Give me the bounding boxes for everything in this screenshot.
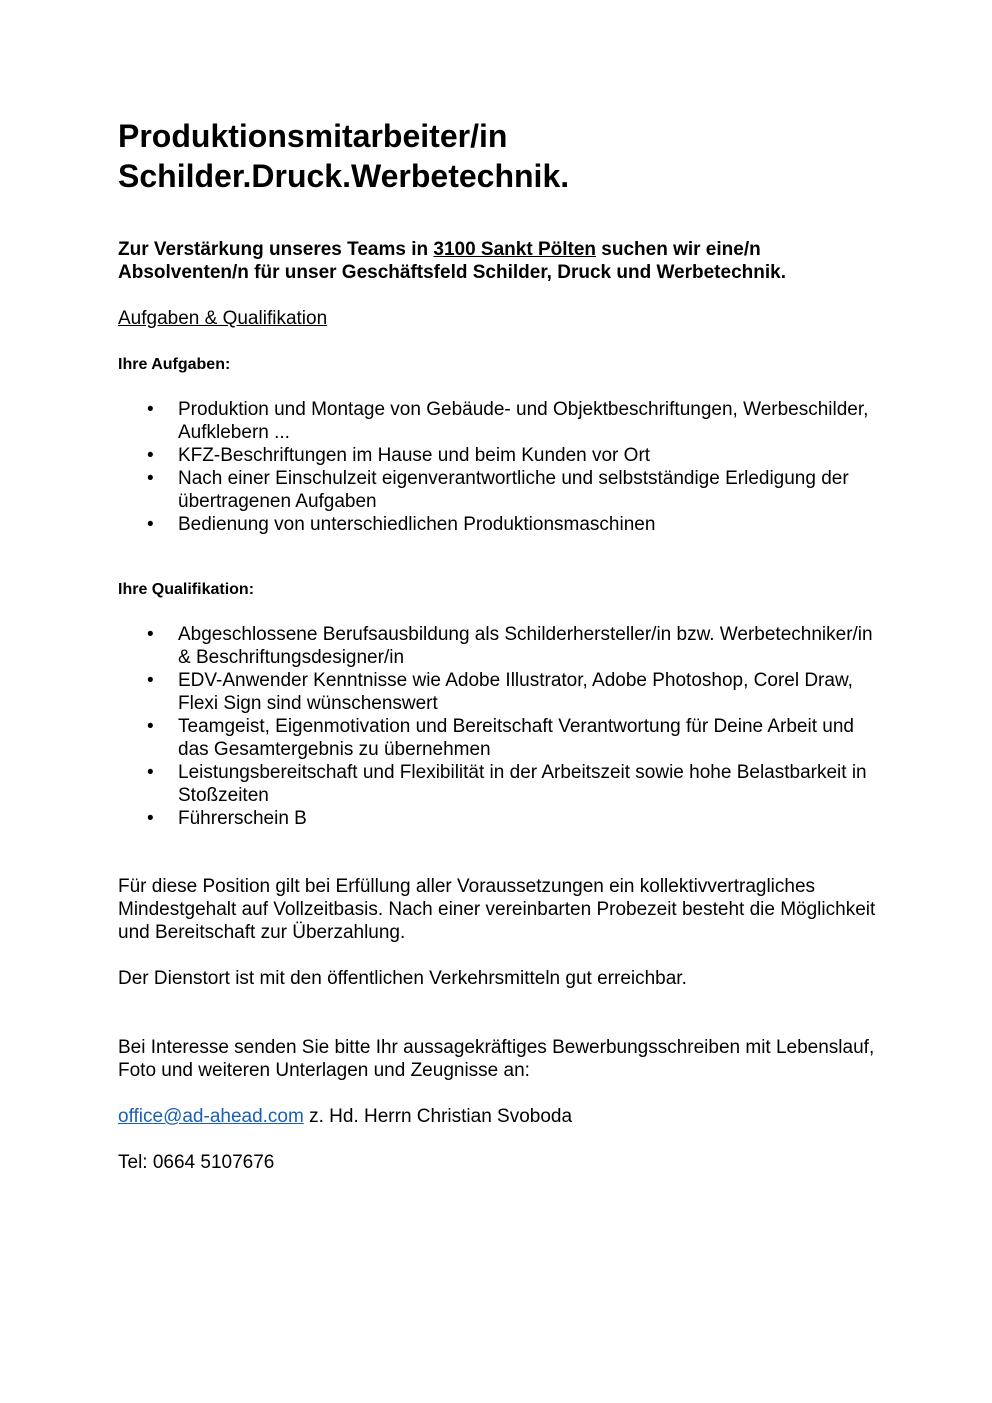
bullet-icon: • [147,399,154,420]
bullet-icon: • [147,514,154,535]
intro-text-after: suchen wir eine/n Absolventen/n für unser Geschäftsfeld Schilder, Druck und Werbetechnik. [118,239,786,283]
bullet-icon: • [147,670,154,691]
document-page [118,116,878,1174]
list-item [118,467,878,513]
section-title: Aufgaben & Qualifikation [118,308,328,329]
list-item [118,623,878,669]
bullet-icon: • [147,624,154,645]
list-item-text: Leistungsbereitschaft und Flexibilität in der Arbeitszeit sowie hohe Belastbarkeit in Stoßzeiten [178,762,867,806]
list-item-text: Teamgeist, Eigenmotivation und Bereitschaft Verantwortung für Deine Arbeit und das Gesamtergebnis zu übernehmen [178,716,854,760]
tasks-heading: Ihre Aufgaben: [118,356,231,373]
intro-paragraph [118,238,878,284]
bullet-icon: • [147,762,154,783]
location-paragraph: Der Dienstort ist mit den öffentlichen Verkehrsmitteln gut erreichbar. [118,968,687,989]
list-item-text: Bedienung von unterschiedlichen Produktionsmaschinen [178,514,656,535]
list-item-text: EDV-Anwender Kenntnisse wie Adobe Illustrator, Adobe Photoshop, Corel Draw, Flexi Sign sind wünschenswert [178,670,853,714]
list-item [118,444,878,467]
contact-line [118,1105,878,1128]
contact-attention: z. Hd. Herrn Christian Svoboda [303,1106,573,1127]
list-item [118,398,878,444]
bullet-icon: • [147,808,154,829]
title-line-2: Schilder.Druck.Werbetechnik. [118,158,570,194]
title-line-1: Produktionsmitarbeiter/in [118,118,508,154]
list-item [118,807,878,830]
qualification-heading: Ihre Qualifikation: [118,581,255,598]
list-item [118,669,878,715]
list-item-text: KFZ-Beschriftungen im Hause und beim Kunden vor Ort [178,445,651,466]
list-item-text: Abgeschlossene Berufsausbildung als Schilderhersteller/in bzw. Werbetechniker/in & Beschriftungsdesigner/in [178,624,873,668]
list-item [118,513,878,536]
email-link[interactable]: office@ad-ahead.com [118,1106,304,1127]
list-item [118,715,878,761]
bullet-icon: • [147,445,154,466]
salary-paragraph: Für diese Position gilt bei Erfüllung aller Voraussetzungen ein kollektivvertragliches Mindestgehalt auf Vollzeitbasis. Nach einer vereinbarten Probezeit besteht die Möglichkeit und Bereitschaft zur Überzahlung. [118,876,876,943]
bullet-icon: • [147,468,154,489]
list-item-text: Führerschein B [178,808,307,829]
intro-text-before: Zur Verstärkung unseres Teams in [118,239,434,260]
list-item [118,761,878,807]
intro-location: 3100 Sankt Pölten [433,239,596,260]
list-item-text: Produktion und Montage von Gebäude- und Objektbeschriftungen, Werbeschilder, Aufklebern ... [178,399,869,443]
list-item-text: Nach einer Einschulzeit eigenverantwortliche und selbstständige Erledigung der übertragenen Aufgaben [178,468,849,512]
page-title [118,116,878,196]
qualification-list [118,623,878,830]
phone-line: Tel: 0664 5107676 [118,1152,275,1173]
apply-paragraph: Bei Interesse senden Sie bitte Ihr aussagekräftiges Bewerbungsschreiben mit Lebenslauf, Foto und weiteren Unterlagen und Zeugnisse an: [118,1037,875,1081]
tasks-list [118,398,878,536]
bullet-icon: • [147,716,154,737]
